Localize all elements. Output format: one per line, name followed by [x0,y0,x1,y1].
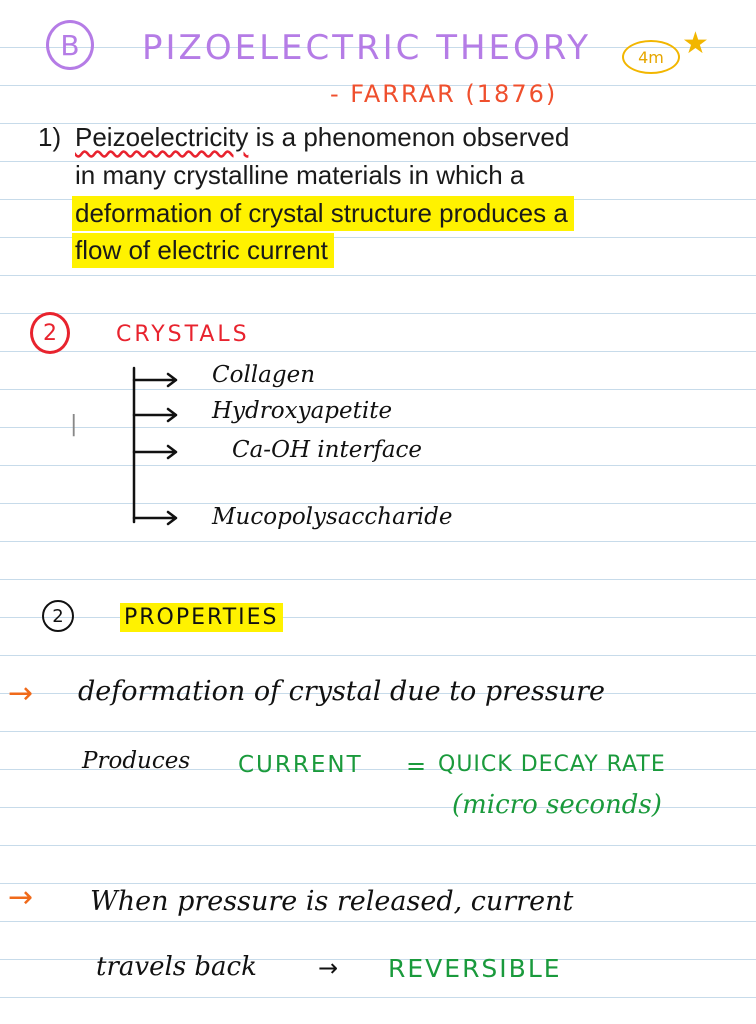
orange-arrow-icon: → [8,676,34,711]
crystal-item: Hydroxyapetite [212,398,393,424]
author-line: - FARRAR (1876) [330,80,558,108]
section-badge [46,20,94,70]
arrow-icon: → [318,954,339,982]
definition-number: 1) [38,122,62,152]
properties-badge-label: 2 [52,605,64,627]
definition-line-1 [75,122,569,153]
crystal-item: Collagen [212,362,316,388]
crystals-heading: CRYSTALS [116,322,250,347]
crystal-item: Ca-OH interface [232,437,423,463]
current-label: CURRENT [238,752,363,778]
page-title: PIZOELECTRIC THEORY [142,28,591,68]
decay-label: QUICK DECAY RATE [438,752,666,777]
definition-line-2: in many crystalline materials in which a [75,160,525,190]
property-line: travels back [96,952,257,982]
produces-label: Produces [82,748,191,774]
property-line: When pressure is released, current [90,886,574,917]
property-line: deformation of crystal due to pressure [78,676,606,707]
crystals-badge [30,312,70,354]
equals-sign: = [406,752,427,780]
micro-seconds-label: (micro seconds) [452,790,662,820]
section-badge-label: B [60,28,80,62]
crystals-badge-label: 2 [43,320,57,346]
branch-arrow-icon [120,360,190,540]
properties-heading: PROPERTIES [120,603,283,632]
reversible-label: REVERSIBLE [388,954,562,983]
crystal-item: Mucopolysaccharide [212,504,453,530]
marks-badge [622,40,680,74]
definition-line-4: flow of electric current [72,233,334,268]
properties-badge [42,600,74,632]
definition-line-3: deformation of crystal structure produces a [72,196,574,231]
spelling-word: Peizoelectricity [75,122,249,152]
marks-badge-label: 4m [638,47,664,67]
star-icon: ★ [682,26,709,61]
orange-arrow-icon: → [8,880,34,915]
definition-line-1-rest: is a phenomenon observed [248,122,570,152]
stray-mark: | [70,412,78,437]
